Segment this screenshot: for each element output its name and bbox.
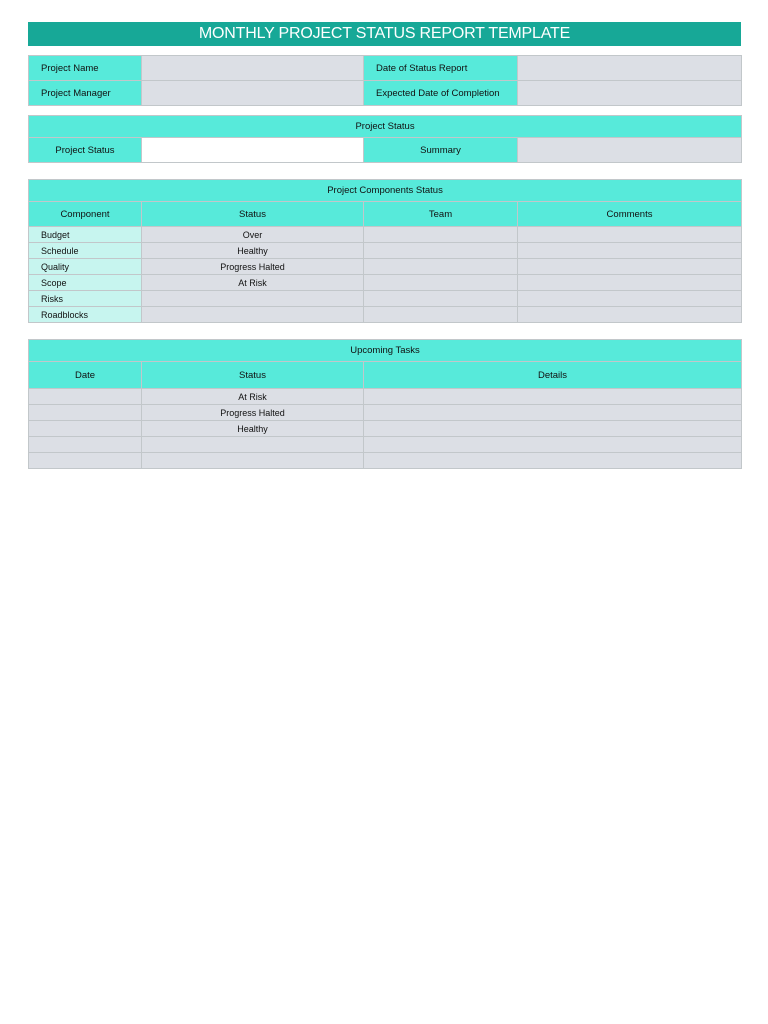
table-row bbox=[29, 421, 742, 437]
project-status-heading: Project Status bbox=[29, 116, 742, 138]
component-name: Quality bbox=[29, 259, 142, 275]
col-task-status: Status bbox=[142, 362, 364, 389]
col-component: Component bbox=[29, 202, 142, 227]
task-details[interactable] bbox=[364, 405, 742, 421]
component-comments[interactable] bbox=[518, 243, 742, 259]
table-row bbox=[29, 307, 742, 323]
component-comments[interactable] bbox=[518, 259, 742, 275]
component-team[interactable] bbox=[364, 291, 518, 307]
component-comments[interactable] bbox=[518, 291, 742, 307]
component-status[interactable]: Healthy bbox=[142, 243, 364, 259]
task-date[interactable] bbox=[29, 389, 142, 405]
task-details[interactable] bbox=[364, 389, 742, 405]
component-status[interactable] bbox=[142, 307, 364, 323]
component-name: Risks bbox=[29, 291, 142, 307]
col-team: Team bbox=[364, 202, 518, 227]
date-of-report-label: Date of Status Report bbox=[364, 56, 518, 81]
col-date: Date bbox=[29, 362, 142, 389]
summary-field[interactable] bbox=[518, 138, 742, 163]
component-team[interactable] bbox=[364, 227, 518, 243]
component-name: Schedule bbox=[29, 243, 142, 259]
table-row bbox=[29, 243, 742, 259]
project-info-table bbox=[28, 55, 742, 106]
expected-completion-label: Expected Date of Completion bbox=[364, 81, 518, 106]
table-row bbox=[29, 259, 742, 275]
task-status[interactable]: Healthy bbox=[142, 421, 364, 437]
component-team[interactable] bbox=[364, 307, 518, 323]
task-status[interactable]: Progress Halted bbox=[142, 405, 364, 421]
component-status[interactable]: At Risk bbox=[142, 275, 364, 291]
upcoming-tasks-heading: Upcoming Tasks bbox=[29, 340, 742, 362]
col-details: Details bbox=[364, 362, 742, 389]
summary-label: Summary bbox=[364, 138, 518, 163]
component-name: Budget bbox=[29, 227, 142, 243]
table-row bbox=[29, 291, 742, 307]
table-row bbox=[29, 227, 742, 243]
component-status[interactable] bbox=[142, 291, 364, 307]
project-status-field[interactable] bbox=[142, 138, 364, 163]
task-status[interactable] bbox=[142, 453, 364, 469]
report-sheet bbox=[28, 22, 741, 469]
component-name: Roadblocks bbox=[29, 307, 142, 323]
task-date[interactable] bbox=[29, 405, 142, 421]
task-status[interactable] bbox=[142, 437, 364, 453]
component-team[interactable] bbox=[364, 259, 518, 275]
project-status-label: Project Status bbox=[29, 138, 142, 163]
task-date[interactable] bbox=[29, 437, 142, 453]
col-comments: Comments bbox=[518, 202, 742, 227]
component-team[interactable] bbox=[364, 275, 518, 291]
project-name-label: Project Name bbox=[29, 56, 142, 81]
project-manager-field[interactable] bbox=[142, 81, 364, 106]
table-row bbox=[29, 405, 742, 421]
expected-completion-field[interactable] bbox=[518, 81, 742, 106]
table-row bbox=[29, 453, 742, 469]
date-of-report-field[interactable] bbox=[518, 56, 742, 81]
project-manager-label: Project Manager bbox=[29, 81, 142, 106]
component-comments[interactable] bbox=[518, 227, 742, 243]
upcoming-tasks-table bbox=[28, 339, 742, 469]
task-details[interactable] bbox=[364, 437, 742, 453]
col-status: Status bbox=[142, 202, 364, 227]
table-row bbox=[29, 437, 742, 453]
task-details[interactable] bbox=[364, 421, 742, 437]
task-date[interactable] bbox=[29, 453, 142, 469]
project-status-table bbox=[28, 115, 742, 163]
component-status[interactable]: Over bbox=[142, 227, 364, 243]
project-name-field[interactable] bbox=[142, 56, 364, 81]
component-comments[interactable] bbox=[518, 307, 742, 323]
component-team[interactable] bbox=[364, 243, 518, 259]
task-details[interactable] bbox=[364, 453, 742, 469]
components-heading: Project Components Status bbox=[29, 180, 742, 202]
component-comments[interactable] bbox=[518, 275, 742, 291]
report-title: MONTHLY PROJECT STATUS REPORT TEMPLATE bbox=[28, 22, 741, 46]
table-row bbox=[29, 389, 742, 405]
task-status[interactable]: At Risk bbox=[142, 389, 364, 405]
table-row bbox=[29, 275, 742, 291]
components-table bbox=[28, 179, 742, 323]
task-date[interactable] bbox=[29, 421, 142, 437]
component-name: Scope bbox=[29, 275, 142, 291]
component-status[interactable]: Progress Halted bbox=[142, 259, 364, 275]
